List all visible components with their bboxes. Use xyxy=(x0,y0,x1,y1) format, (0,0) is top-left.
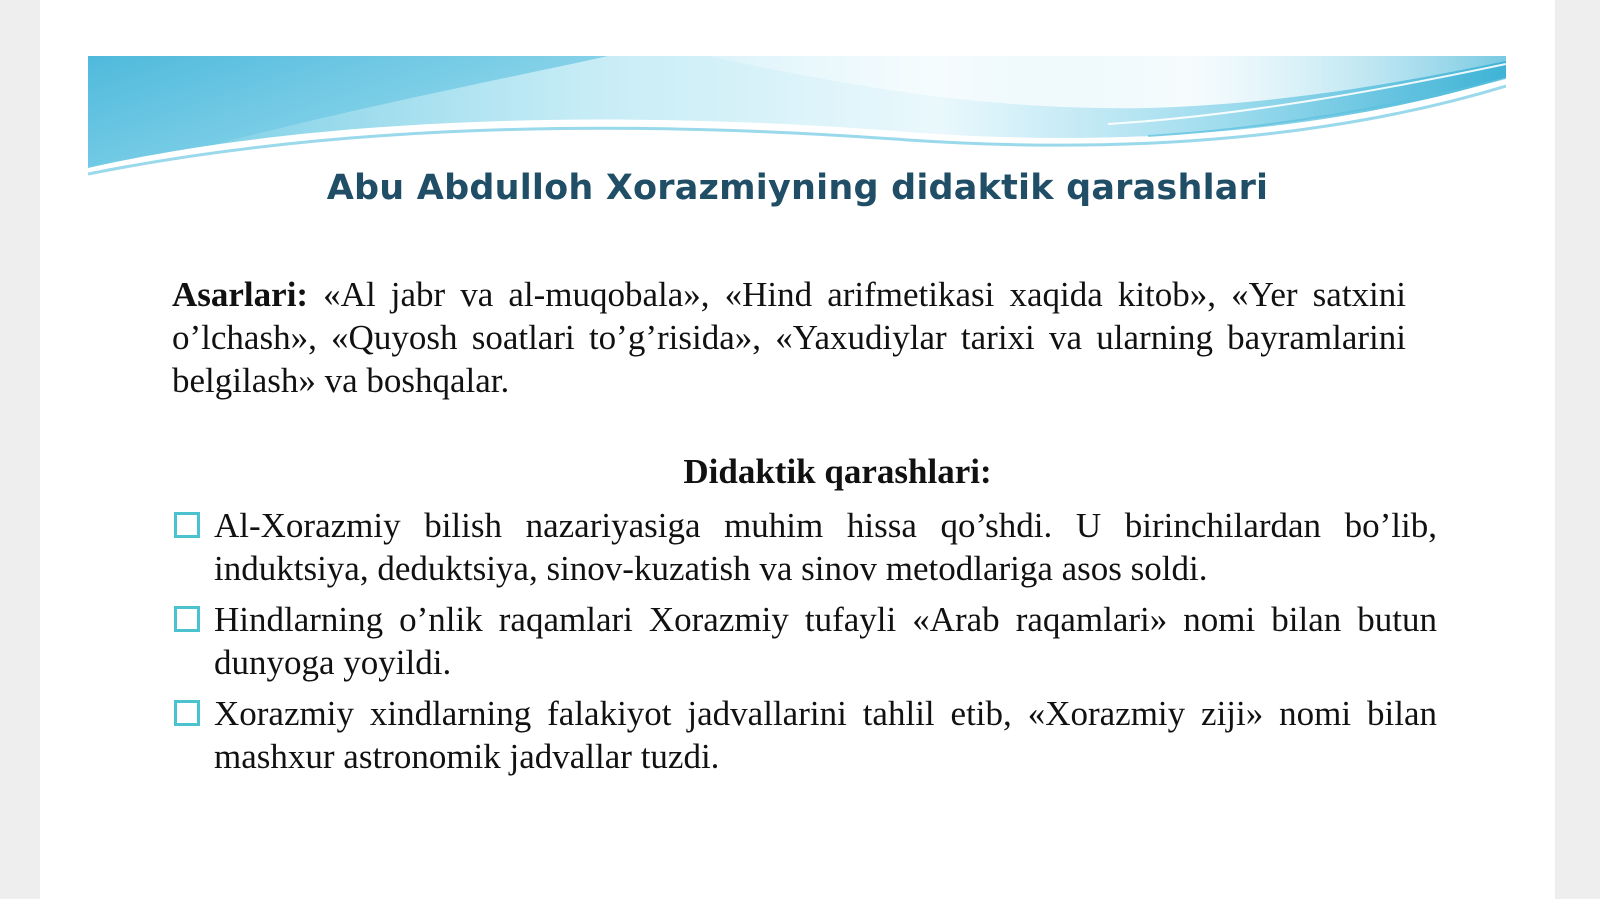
square-bullet-icon xyxy=(174,512,200,538)
works-paragraph xyxy=(172,273,1406,402)
list-item-text: Xorazmiy xindlarning falakiyot jadvallarini tahlil etib, «Xorazmiy ziji» nomi bilan mashxur astronomik jadvallar tuzdi. xyxy=(214,694,1437,776)
slide xyxy=(40,0,1555,899)
didactic-views-heading: Didaktik qarashlari: xyxy=(683,452,992,491)
slide-title: Abu Abdulloh Xorazmiyning didaktik qarashlari xyxy=(326,168,1269,208)
square-bullet-icon xyxy=(174,700,200,726)
list-item-text: Al-Xorazmiy bilish nazariyasiga muhim hissa qo’shdi. U birinchilardan bo’lib, induktsiya, deduktsiya, sinov-kuzatish va sinov metodlariga asos soldi. xyxy=(214,506,1437,588)
square-bullet-icon xyxy=(174,606,200,632)
list-item-text: Hindlarning o’nlik raqamlari Xorazmiy tufayli «Arab raqamlari» nomi bilan butun dunyoga yoyildi. xyxy=(214,600,1437,682)
list-item xyxy=(172,692,1437,778)
list-item xyxy=(172,504,1437,590)
didactic-views-list xyxy=(172,504,1437,786)
works-label: Asarlari: xyxy=(172,275,309,314)
list-item xyxy=(172,598,1437,684)
works-text: «Al jabr va al-muqobala», «Hind arifmetikasi xaqida kitob», «Yer satxini o’lchash», «Quyosh soatlari to’g’risida», «Yaxudiylar tarixi va ularning bayramlarini belgilash» va boshqalar. xyxy=(172,275,1406,400)
